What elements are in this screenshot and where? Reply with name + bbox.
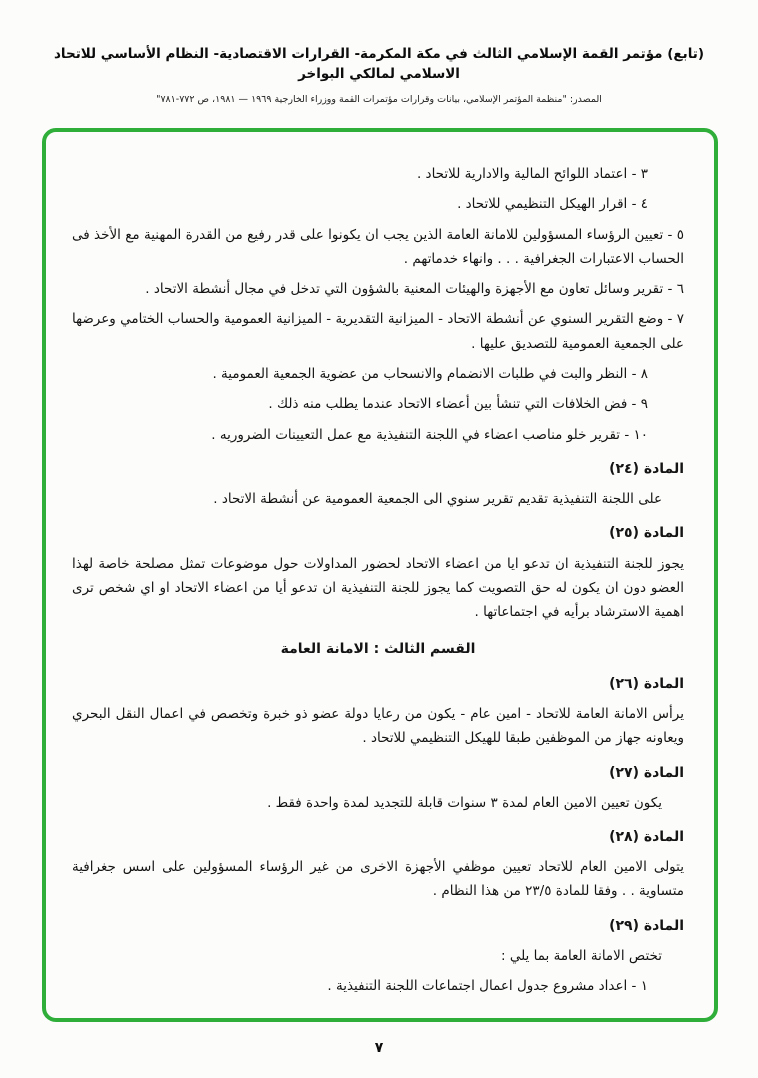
clause-3: ٣ - اعتماد اللوائح المالية والادارية للاتحاد .	[416, 166, 648, 182]
article-27-heading: المادة (٢٧)	[609, 764, 684, 781]
article-28-heading: المادة (٢٨)	[609, 828, 684, 845]
clause-7: ٧ - وضع التقرير السنوي عن أنشطة الاتحاد - الميزانية التقديرية - الميزانية العمومية والحساب الختامي وعرضها على الجمعية العمومية للتصديق عليها .	[72, 311, 684, 352]
article-24-text: على اللجنة التنفيذية تقديم تقرير سنوي الى الجمعية العمومية عن أنشطة الاتحاد .	[213, 491, 662, 508]
clause-10: ١٠ - تقرير خلو مناصب اعضاء في اللجنة التنفيذية مع عمل التعيينات الضروريه .	[211, 426, 648, 443]
document-header	[28, 44, 730, 105]
clause-8: ٨ - النظر والبت في طلبات الانضمام والانسحاب من عضوية الجمعية العمومية .	[212, 366, 648, 383]
clause-6: ٦ - تقرير وسائل تعاون مع الأجهزة والهيئات المعنية بالشؤون التي تدخل في مجال أنشطة الاتحاد .	[145, 281, 684, 298]
clause-9: ٩ - فض الخلافات التي تنشأ بين أعضاء الاتحاد عندما يطلب منه ذلك .	[268, 396, 648, 413]
article-24-heading: المادة (٢٤)	[609, 460, 684, 477]
clause-5: ٥ - تعيين الرؤساء المسؤولين للامانة العامة الذين يجب ان يكونوا على قدر رفيع من القدرة المهنية مع الأخذ فى الحساب الاعتبارات الجغرافية . . . وانهاء خدماتهم .	[72, 226, 684, 267]
article-25-heading: المادة (٢٥)	[609, 525, 684, 542]
article-26-heading: المادة (٢٦)	[609, 675, 684, 692]
article-27-text: يكون تعيين الامين العام لمدة ٣ سنوات قابلة للتجديد لمدة واحدة فقط .	[267, 794, 662, 811]
clause-1: ١ - اعداد مشروع جدول اعمال اجتماعات اللجنة التنفيذية .	[327, 978, 648, 995]
document-source-line: المصدر: "منظمة المؤتمر الإسلامي، بيانات وقرارات مؤتمرات القمة ووزراء الخارجية ١٩٦٩ — ١٩٨١، ص ٧٧٢-٧٨١"	[156, 93, 602, 105]
page-number: ٧	[374, 1040, 384, 1056]
section-3-heading: القسم الثالث : الامانة العامة	[280, 640, 476, 657]
content-frame	[42, 128, 718, 1022]
clause-4: ٤ - اقرار الهيكل التنظيمي للاتحاد .	[457, 196, 648, 213]
article-28-text: يتولى الامين العام للاتحاد تعيين موظفي الأجهزة الاخرى من غير الرؤساء المسؤولين على اسس جغرافية متساوية . . وفقا للمادة ٢٣/٥ من هذا النظام .	[72, 859, 684, 900]
article-29-intro: تختص الامانة العامة بما يلي :	[501, 947, 662, 964]
document-title: (تابع) مؤتمر القمة الإسلامي الثالث في مكة المكرمة- القرارات الاقتصادية- النظام الأساسي للاتحاد الاسلامي لمالكي البواخر	[53, 46, 705, 83]
article-25-text: يجوز للجنة التنفيذية ان تدعو ايا من اعضاء الاتحاد لحضور المداولات حول موضوعات تمثل مصلحة خاصة لهذا العضو دون ان يكون له حق التصويت كما يجوز للجنة التنفيذية ان تدعو أيا من اعضاء الاتحاد او اي شخص ترى اهمية الاسترشاد برأيه في اجتماعاتها .	[72, 555, 684, 621]
article-26-text: يرأس الامانة العامة للاتحاد - امين عام - يكون من رعايا دولة عضو ذو خبرة وتخصص في اعمال النقل البحري ويعاونه جهاز من الموظفين طبقا للهيكل التنظيمي للاتحاد .	[72, 705, 684, 747]
article-29-heading: المادة (٢٩)	[609, 917, 684, 934]
